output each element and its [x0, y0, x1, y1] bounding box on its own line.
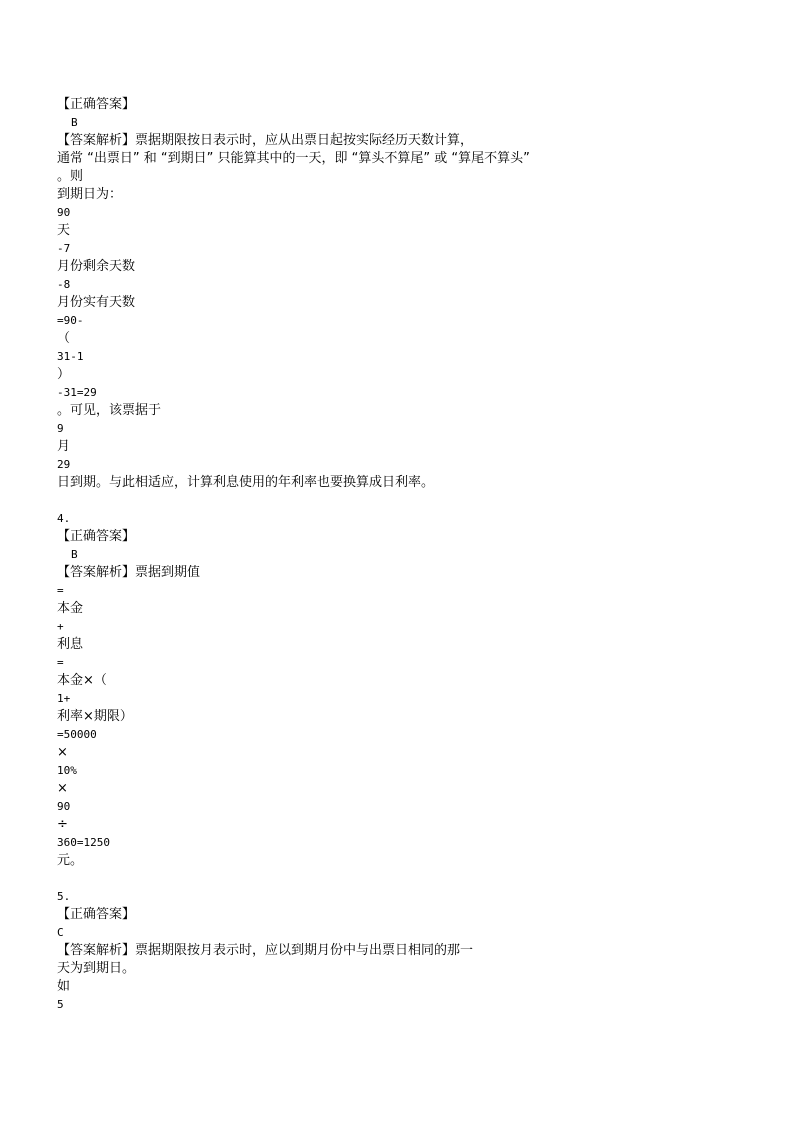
explanation-text: 月份实有天数: [57, 295, 136, 310]
formula-value: 9: [57, 422, 64, 435]
formula-value: 360=1250: [57, 836, 110, 849]
spacer: [57, 492, 757, 510]
answer-explanation: 【答案解析】票据期限按月表示时，应以到期月份中与出票日相同的那一: [57, 943, 474, 958]
answer-letter: B: [71, 548, 78, 561]
answer-letter: C: [57, 926, 64, 939]
spacer: [57, 870, 757, 888]
formula-symbol: ×: [57, 781, 68, 796]
explanation-text: 。可见，该票据于: [57, 403, 162, 418]
formula-value: 5: [57, 998, 64, 1011]
explanation-text: 天: [57, 223, 71, 238]
explanation-text: 本金: [57, 601, 84, 616]
formula-value: 90: [57, 800, 71, 813]
formula-symbol: ）: [57, 367, 71, 382]
explanation-text: 如: [57, 979, 71, 994]
formula-value: 10%: [57, 764, 77, 777]
formula-value: =90-: [57, 314, 84, 327]
answer-letter: B: [71, 116, 78, 129]
question-number: 4.: [57, 512, 71, 525]
formula-symbol: （: [57, 331, 71, 346]
formula-symbol: +: [57, 620, 64, 633]
explanation-text: 本金×（: [57, 673, 107, 688]
explanation-text: 元。: [57, 853, 84, 868]
formula-symbol: ×: [57, 745, 68, 760]
formula-symbol: =: [57, 656, 64, 669]
formula-symbol: =: [57, 584, 64, 597]
explanation-text: 到期日为：: [57, 187, 123, 202]
formula-symbol: ÷: [57, 817, 68, 832]
correct-answer-heading: 【正确答案】: [57, 97, 136, 112]
formula-value: 31-1: [57, 350, 84, 363]
question-number: 5.: [57, 890, 71, 903]
formula-value: 1+: [57, 692, 71, 705]
explanation-text: 通常 “出票日” 和 “到期日” 只能算其中的一天，即 “算头不算尾” 或 “算尾不算头”: [57, 151, 530, 166]
answer-explanation: 【答案解析】票据到期值: [57, 565, 201, 580]
formula-value: -31=29: [57, 386, 97, 399]
correct-answer-heading: 【正确答案】: [57, 907, 136, 922]
document-page: [57, 96, 757, 1014]
explanation-text: 利息: [57, 637, 84, 652]
explanation-text: 日到期。与此相适应，计算利息使用的年利率也要换算成日利率。: [57, 475, 435, 490]
correct-answer-heading: 【正确答案】: [57, 529, 136, 544]
formula-value: 29: [57, 458, 71, 471]
formula-value: 90: [57, 206, 71, 219]
explanation-text: 。则: [57, 169, 84, 184]
formula-value: -7: [57, 242, 71, 255]
formula-value: -8: [57, 278, 71, 291]
explanation-text: 月份剩余天数: [57, 259, 136, 274]
answer-explanation: 【答案解析】票据期限按日表示时，应从出票日起按实际经历天数计算，: [57, 133, 474, 148]
explanation-text: 天为到期日。: [57, 961, 136, 976]
formula-value: =50000: [57, 728, 97, 741]
explanation-text: 利率×期限）: [57, 709, 133, 724]
explanation-text: 月: [57, 439, 71, 454]
